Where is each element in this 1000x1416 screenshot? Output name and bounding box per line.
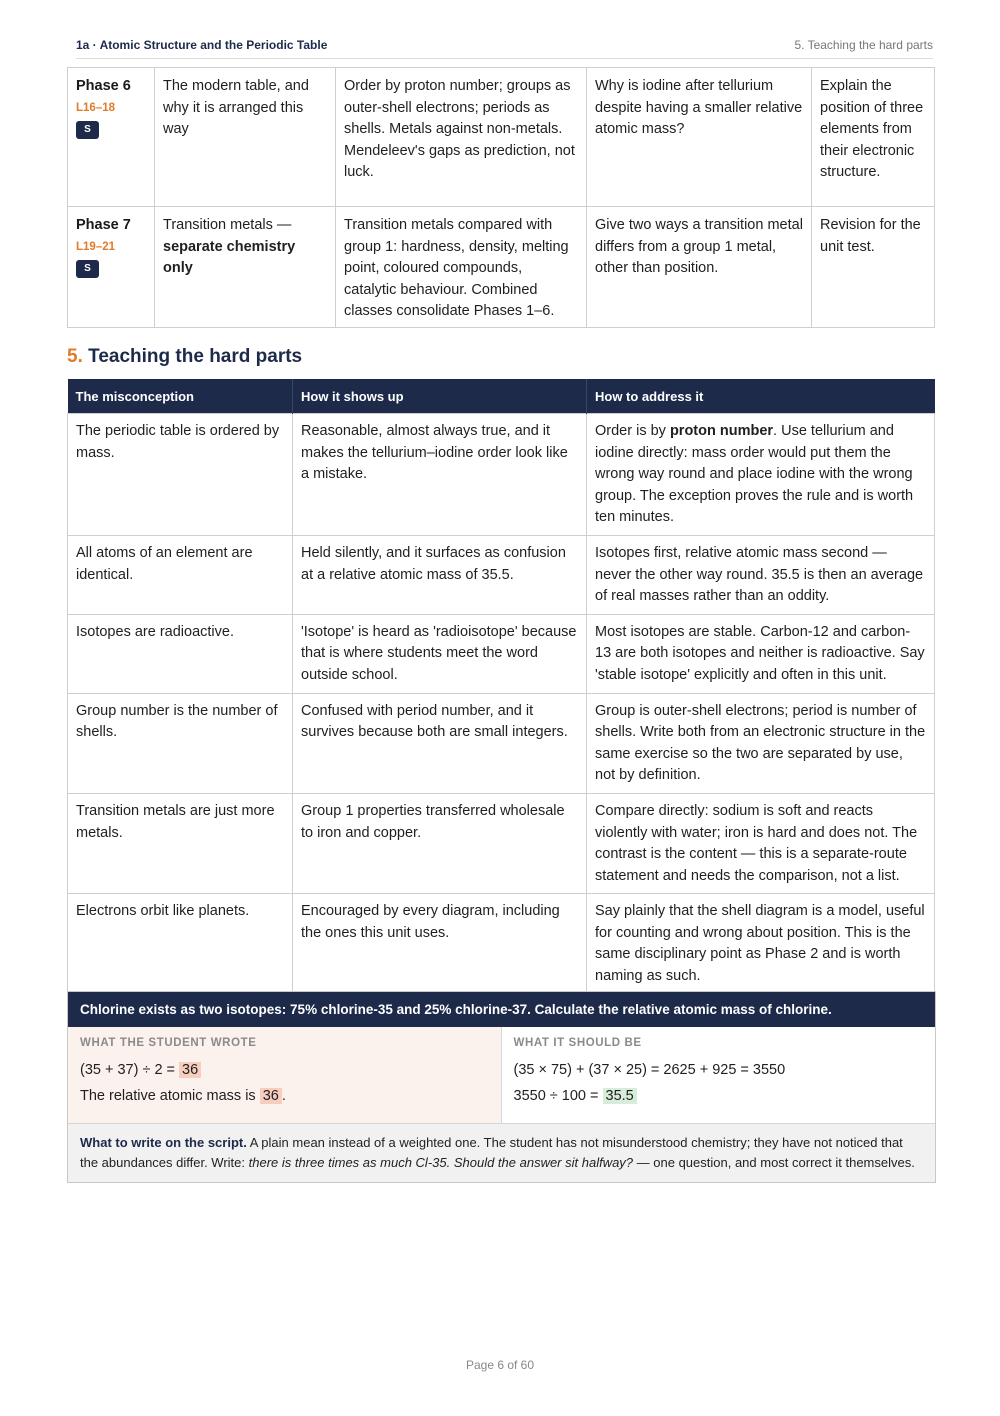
wrong-value: 36 — [260, 1088, 282, 1104]
address-cell: Most isotopes are stable. Carbon-12 and carbon-13 are both isotopes and neither is radioactive. Say 'stable isotope' explicitly and often in this unit. — [587, 614, 935, 693]
phase-table — [67, 67, 935, 328]
correct-working: (35 × 75) + (37 × 25) = 2625 + 925 = 3550 — [513, 1062, 786, 1078]
correct-line — [514, 1083, 924, 1109]
teacher-note-text: — one question, and most correct it themselves. — [633, 1154, 915, 1170]
column-header: How to address it — [587, 379, 935, 414]
table-row — [68, 894, 935, 994]
wrong-value: 36 — [179, 1062, 201, 1078]
student-line — [80, 1057, 489, 1083]
table-row — [68, 535, 935, 614]
student-answer-label: WHAT THE STUDENT WROTE — [80, 1037, 257, 1049]
student-working: (35 + 37) ÷ 2 = — [80, 1062, 180, 1078]
phase-lessons: L16–18 — [76, 101, 116, 114]
student-working: The relative atomic mass is — [80, 1088, 260, 1104]
example-question: Chlorine exists as two isotopes: 75% chlorine-35 and 25% chlorine-37. Calculate the relative atomic mass of chlorine. — [68, 992, 935, 1027]
phase-question: Give two ways a transition metal differs from a group 1 metal, other than position. — [587, 207, 812, 328]
correct-answer-panel — [502, 1027, 936, 1123]
table-row — [68, 793, 935, 893]
phase-task: Explain the position of three elements from their electronic structure. — [812, 68, 935, 207]
phase-name: Phase 6 — [76, 78, 131, 94]
teacher-note — [68, 1123, 935, 1182]
phase-focus-emphasis: separate chemistry only — [163, 238, 296, 276]
separate-badge: S — [76, 121, 99, 139]
address-cell: Compare directly: sodium is soft and reacts violently with water; iron is hard and does not. The contrast is the content — this is a separate-route statement and needs the comparison, not a list. — [587, 793, 935, 893]
table-row — [68, 414, 935, 536]
running-header-section: 5. Teaching the hard parts — [794, 38, 933, 52]
phase-question: Why is iodine after tellurium despite having a smaller relative atomic mass? — [587, 68, 812, 207]
misconception-cell: Electrons orbit like planets. — [68, 894, 293, 994]
teacher-note-text: A plain mean instead of a weighted one. The student has not misunderstood chemistry; they have not noticed that the abundances differ. Write: — [80, 1135, 903, 1170]
address-text: . Use tellurium and iodine directly: mass order would put them the wrong way round and place iodine with the wrong group. The exception proves the rule and is worth ten minutes. — [595, 423, 914, 526]
column-header: The misconception — [68, 379, 293, 414]
phase-name: Phase 7 — [76, 217, 131, 233]
misconception-cell: Isotopes are radioactive. — [68, 614, 293, 693]
table-row — [68, 693, 935, 793]
correct-working: 3550 ÷ 100 = — [513, 1088, 603, 1104]
running-header — [76, 36, 933, 59]
phase-lessons: L19–21 — [76, 240, 116, 253]
address-cell: Say plainly that the shell diagram is a model, useful for counting and wrong about position. This is the same disciplinary point as Phase 2 and is worth naming as such. — [587, 894, 935, 994]
shows-up-cell: Confused with period number, and it survives because both are small integers. — [293, 693, 587, 793]
correct-answer-label: WHAT IT SHOULD BE — [513, 1037, 642, 1049]
example-columns — [68, 1027, 935, 1123]
shows-up-cell: Encouraged by every diagram, including the ones this unit uses. — [293, 894, 587, 994]
misconception-cell: The periodic table is ordered by mass. — [68, 414, 293, 536]
running-header-unit: 1a · Atomic Structure and the Periodic Table — [76, 38, 328, 52]
phase-focus: The modern table, and why it is arranged this way — [155, 68, 336, 207]
shows-up-cell: Group 1 properties transferred wholesale to iron and copper. — [293, 793, 587, 893]
misconception-cell: Transition metals are just more metals. — [68, 793, 293, 893]
misconception-cell: All atoms of an element are identical. — [68, 535, 293, 614]
address-emphasis: proton number — [669, 423, 774, 439]
teacher-note-quote: there is three times as much Cl-35. Should the answer sit halfway? — [248, 1154, 634, 1170]
table-header-row — [68, 379, 935, 414]
address-cell — [587, 414, 935, 536]
student-working: . — [281, 1088, 286, 1104]
section-heading — [67, 346, 302, 368]
misconception-table — [67, 379, 935, 995]
worked-example-box — [67, 991, 936, 1183]
shows-up-cell: Reasonable, almost always true, and it makes the tellurium–iodine order look like a mistake. — [293, 414, 587, 536]
table-row — [68, 614, 935, 693]
address-cell: Isotopes first, relative atomic mass second — never the other way round. 35.5 is then an average of real masses rather than an oddity. — [587, 535, 935, 614]
column-header: How it shows up — [293, 379, 587, 414]
student-answer-panel — [68, 1027, 502, 1123]
shows-up-cell: Held silently, and it surfaces as confusion at a relative atomic mass of 35.5. — [293, 535, 587, 614]
phase-content: Order by proton number; groups as outer-shell electrons; periods as shells. Metals against non-metals. Mendeleev's gaps as prediction, not luck. — [336, 68, 587, 207]
teacher-note-lead: What to write on the script. — [80, 1135, 247, 1150]
section-title: Teaching the hard parts — [88, 346, 303, 367]
shows-up-cell: 'Isotope' is heard as 'radioisotope' because that is where students meet the word outside school. — [293, 614, 587, 693]
address-cell: Group is outer-shell electrons; period is number of shells. Write both from an electronic structure in the same exercise so the two are separated by use, not by definition. — [587, 693, 935, 793]
phase-content: Transition metals compared with group 1: hardness, density, melting point, coloured compounds, catalytic behaviour. Combined classes consolidate Phases 1–6. — [336, 207, 587, 328]
page-number: Page 6 of 60 — [465, 1358, 535, 1372]
phase-cell — [68, 68, 155, 207]
correct-value: 35.5 — [603, 1088, 637, 1104]
misconception-cell: Group number is the number of shells. — [68, 693, 293, 793]
phase-focus — [155, 207, 336, 328]
phase-row — [68, 207, 935, 328]
section-number: 5. — [67, 346, 83, 367]
student-line — [80, 1083, 489, 1109]
phase-focus-text: Transition metals — — [163, 217, 292, 233]
phase-row — [68, 68, 935, 207]
phase-task: Revision for the unit test. — [812, 207, 935, 328]
address-text: Order is by — [595, 423, 670, 439]
phase-cell — [68, 207, 155, 328]
separate-badge: S — [76, 260, 99, 278]
